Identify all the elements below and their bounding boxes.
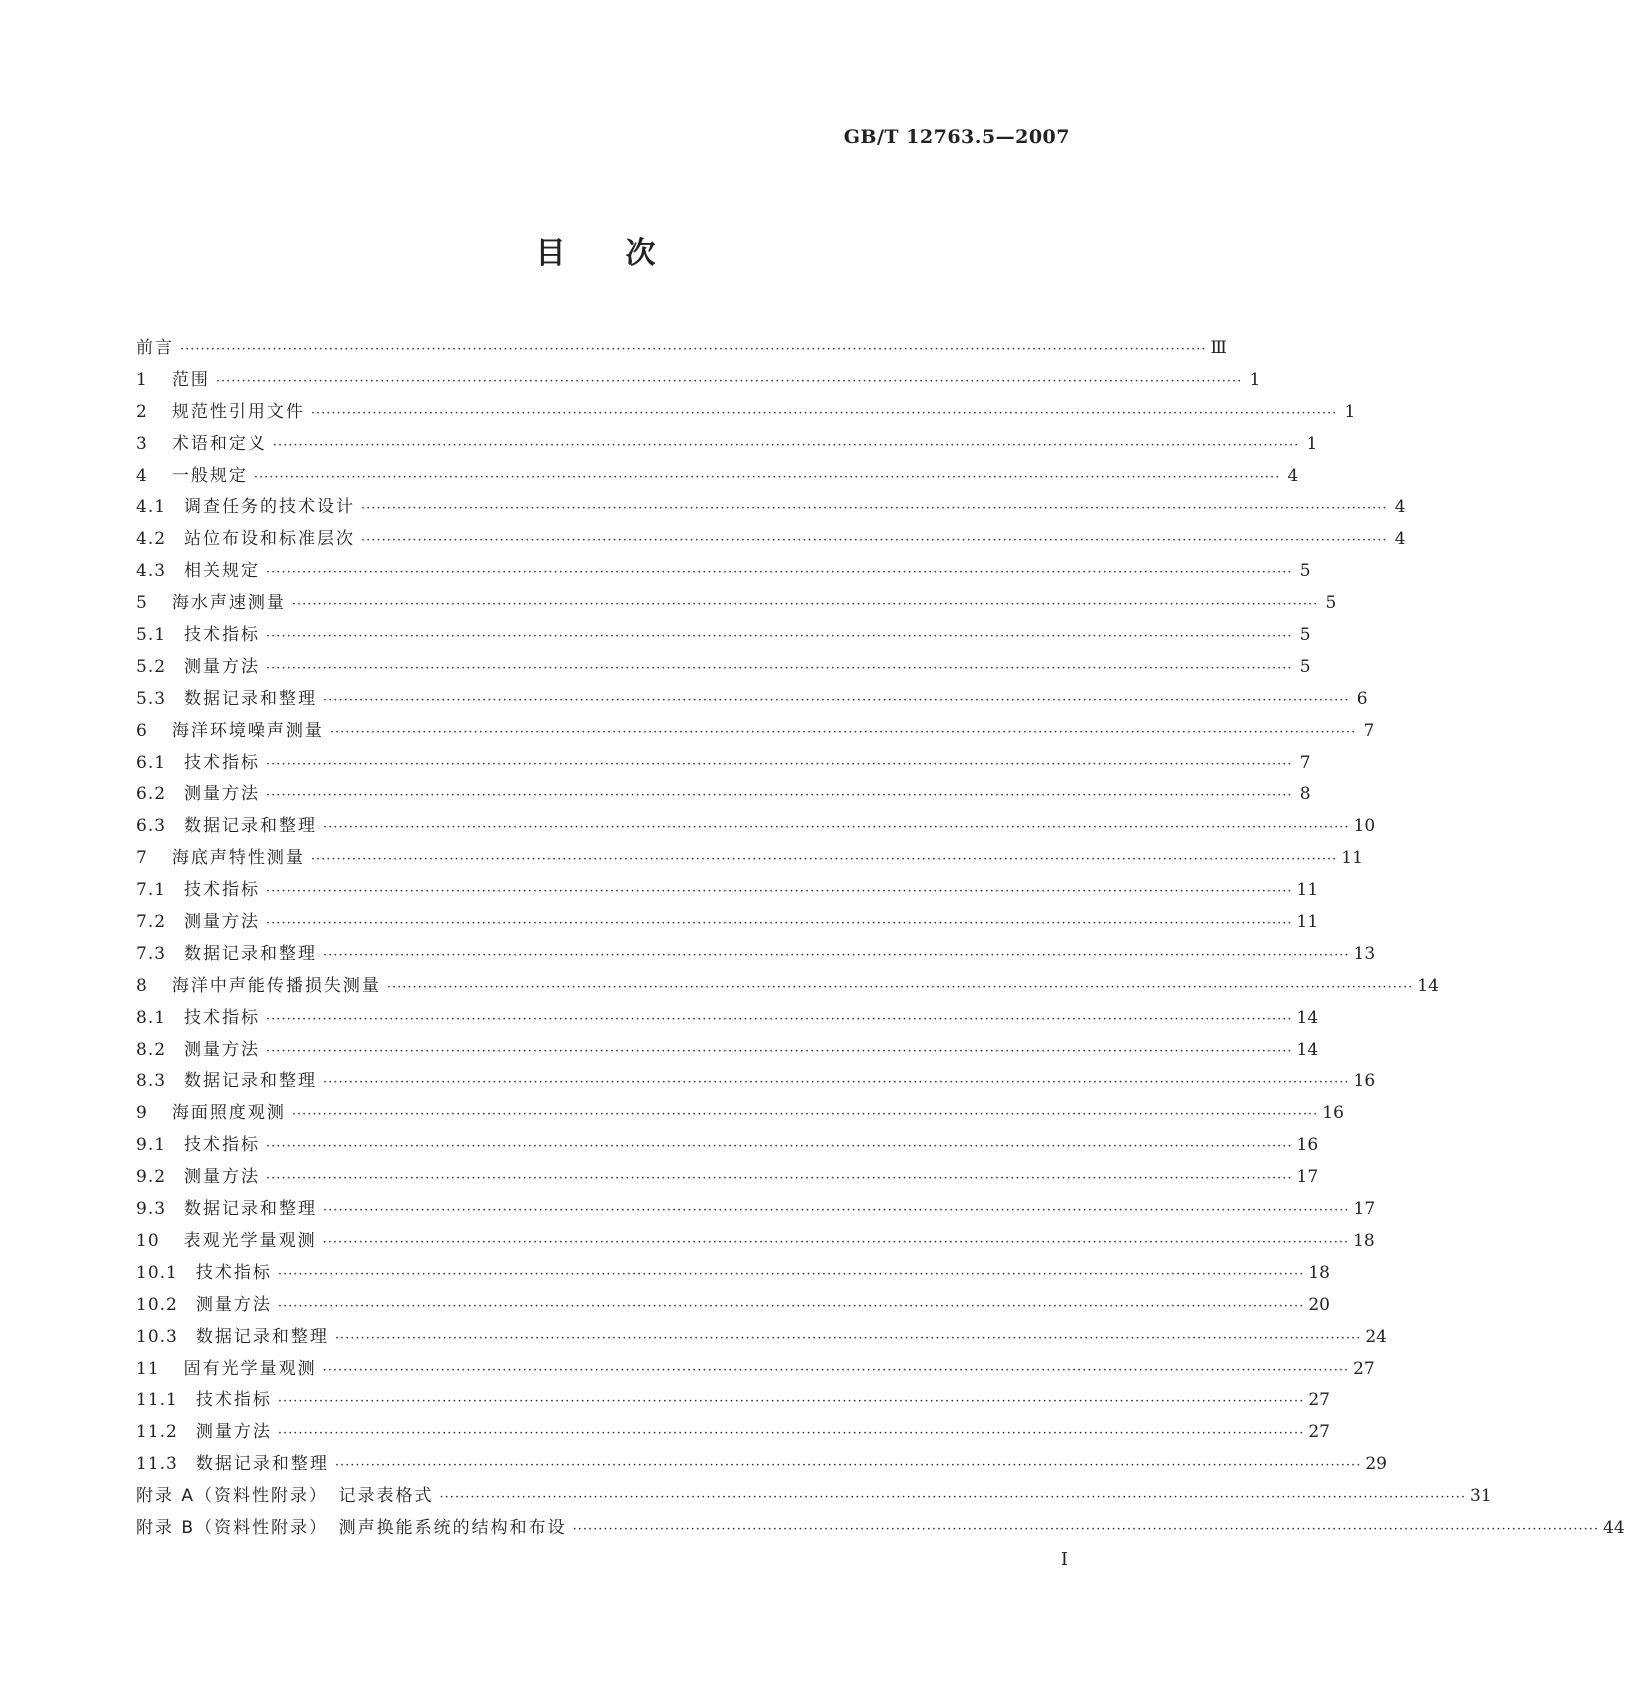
toc-entry-number: 8 xyxy=(136,975,148,996)
toc-dot-leader: ········································································································································································································ xyxy=(266,788,1293,804)
toc-entry[interactable] xyxy=(136,716,1375,748)
toc-entry-number: 1 xyxy=(136,369,148,390)
toc-dot-leader: ········································································································································································································ xyxy=(361,501,1388,517)
toc-entry[interactable] xyxy=(136,1385,1330,1417)
toc-dot-leader: ········································································································································································································ xyxy=(266,1043,1293,1059)
toc-entry-number: 6.1 xyxy=(136,752,167,773)
toc-entry[interactable] xyxy=(136,1194,1376,1226)
toc-entry-page: 5 xyxy=(1299,625,1311,646)
toc-entry[interactable] xyxy=(136,1130,1319,1162)
toc-entry-label: 测量方法 xyxy=(184,912,261,933)
toc-dot-leader: ········································································································································································································ xyxy=(323,1203,1350,1219)
toc-entry-page: 1 xyxy=(1306,433,1318,454)
toc-entry[interactable] xyxy=(136,524,1406,556)
toc-entry-page: 14 xyxy=(1296,1039,1319,1060)
toc-entry-number: 10 xyxy=(136,1230,160,1251)
toc-entry-label: 技术指标 xyxy=(184,1135,261,1156)
toc-entry-page: 14 xyxy=(1417,975,1439,996)
toc-entry-number: 5.2 xyxy=(136,656,167,677)
toc-entry[interactable] xyxy=(136,1226,1375,1258)
toc-entry-label: 范围 xyxy=(171,369,210,390)
toc-entry-label: 技术指标 xyxy=(184,1007,261,1028)
toc-entry-page: 27 xyxy=(1353,1358,1375,1379)
toc-dot-leader: ········································································································································································································ xyxy=(322,1362,1350,1378)
toc-entry-page: 11 xyxy=(1296,880,1319,901)
toc-entry[interactable] xyxy=(136,1035,1319,1067)
toc-dot-leader: ········································································································································································································ xyxy=(272,437,1300,453)
toc-entry-page: 31 xyxy=(1470,1486,1492,1507)
toc-entry-label: 测量方法 xyxy=(184,656,261,677)
toc-entry[interactable] xyxy=(136,397,1356,429)
toc-entry-label: 一般规定 xyxy=(171,465,248,486)
toc-dot-leader: ········································································································································································································ xyxy=(334,1330,1362,1346)
toc-entry-page: 18 xyxy=(1308,1262,1330,1283)
toc-dot-leader: ········································································································································································································ xyxy=(322,1234,1350,1250)
toc-entry-label: 附录 B（资料性附录） 测声换能系统的结构和布设 xyxy=(136,1517,567,1538)
toc-entry-label: 测量方法 xyxy=(195,1422,272,1443)
toc-entry-label: 测量方法 xyxy=(184,1039,261,1060)
page-number: I xyxy=(1060,1549,1068,1570)
toc-entry-number: 5.3 xyxy=(136,688,167,709)
toc-entry-page: 1 xyxy=(1344,401,1356,422)
toc-entry[interactable] xyxy=(136,620,1311,652)
toc-entry-page: 7 xyxy=(1363,720,1375,741)
toc-entry[interactable] xyxy=(136,461,1299,493)
toc-entry-page: 7 xyxy=(1299,752,1311,773)
toc-entry[interactable] xyxy=(136,365,1261,397)
toc-entry-page: 16 xyxy=(1322,1103,1344,1124)
toc-entry-label: 数据记录和整理 xyxy=(184,1071,318,1092)
toc-entry-page: 20 xyxy=(1308,1294,1330,1315)
toc-dot-leader: ········································································································································································································ xyxy=(310,405,1338,421)
toc-dot-leader: ········································································································································································································ xyxy=(266,565,1293,581)
toc-entry-number: 10.2 xyxy=(136,1294,178,1315)
toc-entry-label: 站位布设和标准层次 xyxy=(184,529,356,550)
toc-entry[interactable] xyxy=(136,1354,1375,1386)
toc-dot-leader: ········································································································································································································ xyxy=(266,1139,1293,1155)
toc-entry-number: 11.2 xyxy=(136,1422,178,1443)
toc-entry-number: 9 xyxy=(136,1103,148,1124)
toc-entry-label: 海洋环境噪声测量 xyxy=(171,720,324,741)
toc-entry-number: 9.3 xyxy=(136,1199,167,1220)
toc-entry-label: 海底声特性测量 xyxy=(171,848,305,869)
toc-entry[interactable] xyxy=(136,1417,1330,1449)
toc-entry[interactable] xyxy=(136,1481,1492,1513)
toc-entry-page: 44 xyxy=(1603,1517,1625,1538)
toc-entry[interactable] xyxy=(136,684,1368,716)
toc-entry-page: 29 xyxy=(1365,1454,1387,1475)
toc-entry-page: 17 xyxy=(1296,1167,1319,1188)
toc-entry-label: 技术指标 xyxy=(195,1262,272,1283)
toc-entry-number: 11.3 xyxy=(136,1454,178,1475)
toc-entry[interactable] xyxy=(136,1066,1376,1098)
toc-dot-leader: ········································································································································································································ xyxy=(277,1426,1305,1442)
toc-entry-label: 数据记录和整理 xyxy=(184,1199,318,1220)
toc-entry-number: 9.2 xyxy=(136,1167,167,1188)
toc-entry-page: 5 xyxy=(1325,593,1337,614)
toc-entry-label: 测量方法 xyxy=(184,1167,261,1188)
toc-entry[interactable] xyxy=(136,429,1318,461)
toc-dot-leader: ········································································································································································································ xyxy=(334,1458,1362,1474)
toc-dot-leader: ········································································································································································································ xyxy=(266,1011,1293,1027)
toc-entry[interactable] xyxy=(136,875,1319,907)
toc-entry[interactable] xyxy=(136,588,1337,620)
toc-entry-number: 11.1 xyxy=(136,1390,178,1411)
toc-entry-page: Ⅲ xyxy=(1210,338,1227,358)
toc-dot-leader: ········································································································································································································ xyxy=(266,884,1293,900)
toc-dot-leader: ········································································································································································································ xyxy=(277,1298,1305,1314)
toc-entry-page: 6 xyxy=(1356,688,1368,709)
toc-entry[interactable] xyxy=(136,1162,1319,1194)
toc-dot-leader: ········································································································································································································ xyxy=(323,692,1350,708)
toc-dot-leader: ········································································································································································································ xyxy=(291,597,1319,613)
toc-entry[interactable] xyxy=(136,748,1311,780)
toc-entry[interactable] xyxy=(136,492,1406,524)
toc-entry-number: 11 xyxy=(136,1358,160,1379)
toc-entry-label: 表观光学量观测 xyxy=(183,1230,317,1251)
toc-dot-leader: ········································································································································································································ xyxy=(266,756,1293,772)
toc-entry-number: 2 xyxy=(136,401,148,422)
toc-entry-page: 11 xyxy=(1341,848,1363,869)
toc-entry-number: 7.2 xyxy=(136,912,167,933)
toc-entry-number: 4.1 xyxy=(136,497,167,518)
toc-entry-number: 7.3 xyxy=(136,943,167,964)
toc-entry-label: 海洋中声能传播损失测量 xyxy=(171,975,381,996)
standard-number: GB/T 12763.5—2007 xyxy=(843,126,1070,148)
toc-entry-label: 海面照度观测 xyxy=(171,1103,286,1124)
toc-entry-number: 10.1 xyxy=(136,1262,178,1283)
toc-entry[interactable] xyxy=(136,1322,1387,1354)
toc-entry[interactable] xyxy=(136,811,1376,843)
toc-entry-label: 规范性引用文件 xyxy=(171,401,305,422)
toc-entry[interactable] xyxy=(136,1098,1344,1130)
toc-entry-page: 5 xyxy=(1299,561,1311,582)
toc-entry-label: 技术指标 xyxy=(195,1390,272,1411)
toc-entry-label: 技术指标 xyxy=(184,752,261,773)
toc-entry-number: 7 xyxy=(136,848,148,869)
toc-entry-page: 11 xyxy=(1296,912,1319,933)
toc-entry[interactable] xyxy=(136,1003,1319,1035)
toc-entry-label: 数据记录和整理 xyxy=(184,943,318,964)
toc-entry[interactable] xyxy=(136,652,1311,684)
toc-entry-page: 17 xyxy=(1353,1199,1376,1220)
toc-dot-leader: ········································································································································································································ xyxy=(572,1521,1600,1537)
toc-entry-number: 9.1 xyxy=(136,1135,167,1156)
toc-entry-number: 10.3 xyxy=(136,1326,178,1347)
toc-dot-leader: ········································································································································································································ xyxy=(291,1107,1319,1123)
toc-entry-number: 4 xyxy=(136,465,148,486)
toc-entry-label: 数据记录和整理 xyxy=(195,1326,329,1347)
toc-entry-number: 8.2 xyxy=(136,1039,167,1060)
toc-entry-number: 8.3 xyxy=(136,1071,167,1092)
toc-entry-label: 相关规定 xyxy=(184,561,261,582)
toc-dot-leader: ········································································································································································································ xyxy=(310,852,1338,868)
table-of-contents xyxy=(136,333,1625,1545)
toc-entry-page: 4 xyxy=(1394,529,1406,550)
toc-entry-page: 5 xyxy=(1299,656,1311,677)
toc-entry-number: 3 xyxy=(136,433,148,454)
toc-entry-page: 27 xyxy=(1308,1422,1330,1443)
toc-entry-number: 4.2 xyxy=(136,529,167,550)
toc-dot-leader: ········································································································································································································ xyxy=(323,947,1350,963)
toc-dot-leader: ········································································································································································································ xyxy=(253,469,1281,485)
toc-dot-leader: ········································································································································································································ xyxy=(323,1075,1350,1091)
toc-entry-page: 27 xyxy=(1308,1390,1330,1411)
toc-entry[interactable] xyxy=(136,1449,1387,1481)
toc-dot-leader: ········································································································································································································ xyxy=(266,1171,1293,1187)
toc-entry-page: 14 xyxy=(1296,1007,1319,1028)
toc-entry-label: 固有光学量观测 xyxy=(183,1358,317,1379)
toc-entry-page: 4 xyxy=(1394,497,1406,518)
toc-entry-page: 10 xyxy=(1353,816,1376,837)
toc-dot-leader: ········································································································································································································ xyxy=(266,916,1293,932)
toc-entry-label: 前言 xyxy=(136,338,174,358)
toc-entry-page: 24 xyxy=(1365,1326,1387,1347)
toc-entry-label: 测量方法 xyxy=(184,784,261,805)
toc-entry-label: 技术指标 xyxy=(184,625,261,646)
toc-entry-label: 附录 A（资料性附录） 记录表格式 xyxy=(136,1486,434,1507)
toc-entry-page: 1 xyxy=(1249,369,1261,390)
toc-entry[interactable] xyxy=(136,779,1311,811)
toc-dot-leader: ········································································································································································································ xyxy=(215,373,1243,389)
toc-entry-number: 6.2 xyxy=(136,784,167,805)
toc-entry-page: 16 xyxy=(1353,1071,1376,1092)
toc-dot-leader: ········································································································································································································ xyxy=(180,342,1207,357)
toc-entry-label: 测量方法 xyxy=(195,1294,272,1315)
toc-dot-leader: ········································································································································································································ xyxy=(277,1394,1305,1410)
toc-entry[interactable] xyxy=(136,843,1363,875)
toc-entry[interactable] xyxy=(136,333,1227,365)
toc-entry[interactable] xyxy=(136,907,1319,939)
toc-dot-leader: ········································································································································································································ xyxy=(361,533,1388,549)
toc-dot-leader: ········································································································································································································ xyxy=(266,660,1293,676)
toc-entry-label: 海水声速测量 xyxy=(171,593,286,614)
toc-entry-page: 13 xyxy=(1353,943,1376,964)
toc-entry-label: 调查任务的技术设计 xyxy=(184,497,356,518)
toc-entry[interactable] xyxy=(136,1513,1625,1545)
toc-entry-label: 技术指标 xyxy=(184,880,261,901)
toc-dot-leader: ········································································································································································································ xyxy=(323,820,1350,836)
toc-entry-number: 7.1 xyxy=(136,880,167,901)
page-title: 目次 xyxy=(535,236,716,271)
toc-entry-number: 4.3 xyxy=(136,561,167,582)
toc-dot-leader: ········································································································································································································ xyxy=(439,1490,1467,1506)
toc-dot-leader: ········································································································································································································ xyxy=(277,1266,1305,1282)
toc-entry-label: 数据记录和整理 xyxy=(184,816,318,837)
toc-entry-page: 4 xyxy=(1287,465,1299,486)
toc-entry-label: 术语和定义 xyxy=(171,433,267,454)
toc-entry-number: 8.1 xyxy=(136,1007,167,1028)
toc-entry-page: 8 xyxy=(1299,784,1311,805)
toc-entry-number: 5.1 xyxy=(136,625,167,646)
toc-entry-page: 18 xyxy=(1353,1230,1375,1251)
toc-entry-number: 6.3 xyxy=(136,816,167,837)
toc-entry[interactable] xyxy=(136,971,1439,1003)
toc-entry-page: 16 xyxy=(1296,1135,1319,1156)
toc-dot-leader: ········································································································································································································ xyxy=(266,629,1293,645)
toc-entry-label: 数据记录和整理 xyxy=(184,688,318,709)
toc-entry[interactable] xyxy=(136,1258,1330,1290)
toc-dot-leader: ········································································································································································································ xyxy=(329,724,1357,740)
toc-dot-leader: ········································································································································································································ xyxy=(386,979,1414,995)
toc-entry[interactable] xyxy=(136,556,1311,588)
toc-entry-label: 数据记录和整理 xyxy=(195,1454,329,1475)
toc-entry-number: 5 xyxy=(136,593,148,614)
toc-entry[interactable] xyxy=(136,939,1376,971)
toc-entry[interactable] xyxy=(136,1290,1330,1322)
toc-entry-number: 6 xyxy=(136,720,148,741)
